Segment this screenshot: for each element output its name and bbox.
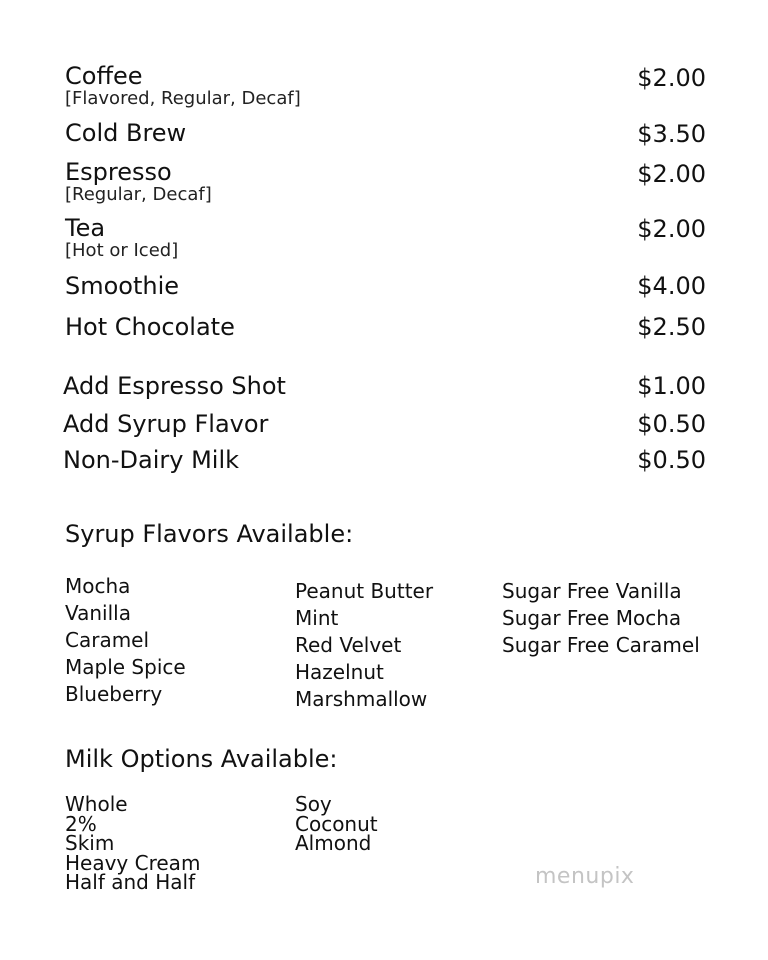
list-item: Blueberry <box>65 682 163 706</box>
menu-item-tea <box>65 215 178 261</box>
item-description: [Flavored, Regular, Decaf] <box>65 88 301 109</box>
item-price: $2.50 <box>637 313 706 341</box>
list-item: Coconut <box>295 811 378 836</box>
menu-item-coffee <box>65 63 301 109</box>
milk-options-heading: Milk Options Available: <box>65 745 338 773</box>
list-item: Hazelnut <box>295 660 384 684</box>
syrup-flavors-heading: Syrup Flavors Available: <box>65 520 354 548</box>
item-name: Espresso <box>65 158 172 186</box>
syrup-list-col1 <box>65 573 186 708</box>
list-item: Caramel <box>65 628 150 652</box>
list-item: Peanut Butter <box>295 579 434 603</box>
list-item: Sugar Free Vanilla <box>502 579 682 603</box>
list-item: Soy <box>295 792 332 816</box>
menu-item-cold-brew: Cold Brew <box>65 119 187 147</box>
list-item: Mocha <box>65 574 131 598</box>
list-item: Half and Half <box>65 870 196 894</box>
milk-list-col2 <box>295 792 378 855</box>
item-price: $2.00 <box>637 64 706 92</box>
menu-item-espresso <box>65 159 212 205</box>
item-price: $2.00 <box>637 160 706 188</box>
list-item: Skim <box>65 831 115 855</box>
add-on-price: $1.00 <box>637 372 706 400</box>
item-name: Coffee <box>65 62 143 90</box>
list-item: Whole <box>65 792 128 816</box>
item-price: $2.00 <box>637 215 706 243</box>
item-price: $4.00 <box>637 272 706 300</box>
add-on-syrup-flavor: Add Syrup Flavor <box>63 410 269 438</box>
list-item: Maple Spice <box>65 655 186 679</box>
milk-list-col1 <box>65 792 201 894</box>
item-description: [Regular, Decaf] <box>65 184 212 205</box>
syrup-list-col2 <box>295 578 433 713</box>
add-on-espresso-shot: Add Espresso Shot <box>63 372 286 400</box>
item-name: Tea <box>65 214 106 242</box>
list-item: 2% <box>65 811 97 836</box>
list-item: Marshmallow <box>295 687 428 711</box>
list-item: Mint <box>295 606 339 630</box>
list-item: Heavy Cream <box>65 850 201 875</box>
add-on-non-dairy-milk: Non-Dairy Milk <box>63 446 240 474</box>
syrup-list-col3 <box>502 578 700 659</box>
menu-item-hot-chocolate: Hot Chocolate <box>65 313 235 341</box>
list-item: Red Velvet <box>295 633 402 657</box>
list-item: Vanilla <box>65 601 131 625</box>
list-item: Sugar Free Mocha <box>502 606 682 630</box>
item-description: [Hot or Iced] <box>65 240 179 261</box>
add-on-price: $0.50 <box>637 410 706 438</box>
list-item: Almond <box>295 831 372 855</box>
watermark-logo: menupix <box>535 864 635 889</box>
list-item: Sugar Free Caramel <box>502 633 700 657</box>
item-price: $3.50 <box>637 120 706 148</box>
add-on-price: $0.50 <box>637 446 706 474</box>
menu-item-smoothie: Smoothie <box>65 272 180 300</box>
